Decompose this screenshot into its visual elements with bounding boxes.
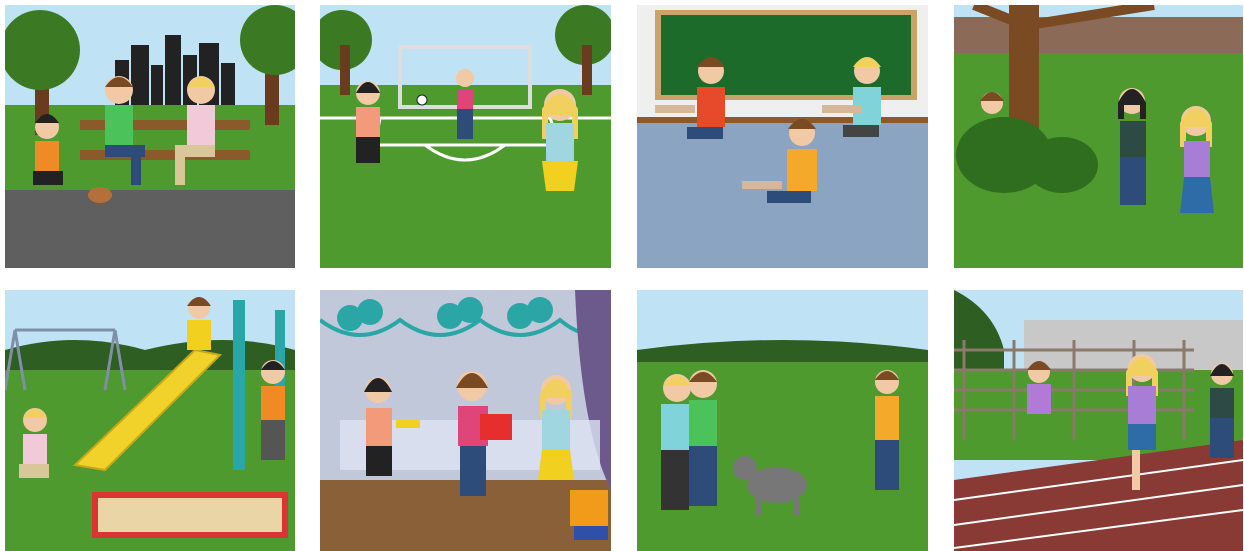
character-blonde-girl-purple (1180, 106, 1214, 213)
character-bleacher-girl (1027, 361, 1051, 414)
panel-park-bench (5, 5, 295, 268)
panel-backyard-tree (954, 5, 1243, 268)
panel-running-track (954, 290, 1243, 551)
panel-soccer-field (320, 5, 611, 268)
chalkboard (661, 15, 911, 95)
character-blonde-boy-whisper (661, 374, 691, 510)
character-brown-hair-boy (689, 370, 717, 506)
panel-playground (5, 290, 295, 551)
panel-classroom (637, 5, 928, 268)
character-laughing-boy (261, 360, 285, 460)
gift-box (480, 414, 512, 440)
character-blonde-girl (542, 89, 578, 191)
character-dark-hair-girl (356, 81, 380, 163)
character-black-hair-girl (1118, 88, 1146, 205)
squirrel (88, 187, 112, 203)
panel-birthday-party (320, 290, 611, 551)
character-sad-blonde-boy (19, 408, 49, 478)
character-sliding-boy (187, 297, 211, 350)
character-goalie-girl (456, 69, 474, 139)
sandbox (95, 495, 285, 535)
character-kneeling-boy (33, 114, 63, 185)
character-blonde-girl-party (538, 375, 574, 480)
character-black-hair-girl-track (1210, 363, 1234, 458)
character-orange-shirt-boy-field (875, 370, 899, 490)
panel-field-with-dog (637, 290, 928, 551)
